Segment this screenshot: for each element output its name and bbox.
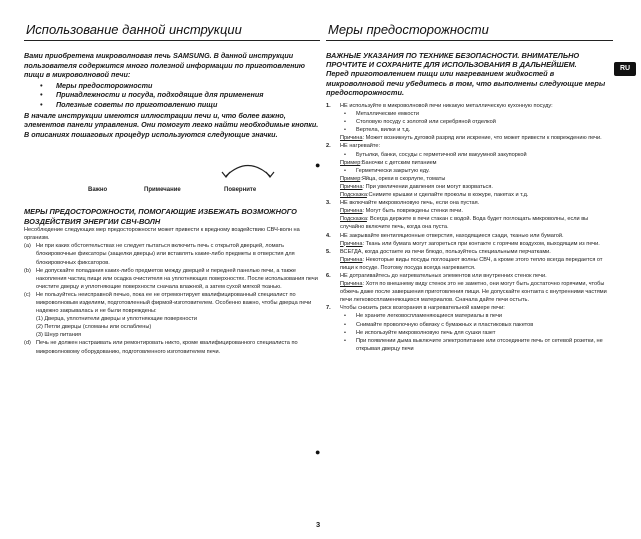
rotate-arc-icon (218, 159, 278, 179)
language-badge: RU (614, 62, 636, 76)
list-item: 4. НЕ закрывайте вентиляционные отверстия, находящиеся сзади, тканью или бумагой. Причина: Ткань или бумага могут загореться при контакте с горячим воздухом, выходящим из печи. (326, 232, 600, 247)
intro-bullets (24, 81, 320, 110)
warning-heading: ВАЖНЫЕ УКАЗАНИЯ ПО ТЕХНИКЕ БЕЗОПАСНОСТИ. ВНИМАТЕЛЬНО ПРОЧТИТЕ И СОХРАНИТЕ ДЛЯ ИСПОЛЬЗОВАНИЯ В ДАЛЬНЕЙШЕМ. (326, 51, 580, 70)
list-item: (b) Не допускайте попадания каких-либо предметов между дверцей и передней панелью печи, а также накопления частиц пищи или осадка очистителя на уплотняющих поверхностях. После использования печи очистите дверцу и уплотняющие поверхности сначала влажной, а затем сухой мягкой тканью. (24, 267, 318, 290)
right-section-title: Меры предосторожности (326, 22, 613, 41)
legend-important: Важно (88, 187, 108, 194)
left-column (24, 22, 320, 356)
list-item: 3. НЕ включайте микроволновую печь, если она пустая. Причина: Могут быть повреждены стенки печи. Подсказка: Всегда держите в печи стакан с водой. Вода будет поглощать микроволны, если вы случайно включите печь, когда она пуста. (326, 200, 589, 231)
icon-legend (24, 159, 320, 199)
warning-subheading: Перед приготовлением пищи или нагреванием жидкостей в микроволновой печи убедитесь в том, что выполнены следующие меры предосторожности. (326, 69, 606, 97)
left-section-title: Использование данной инструкции (24, 22, 320, 41)
intro-text: Вами приобретена микроволновая печь SAMSUNG. В данной инструкции пользователя содержится много полезной информации по приготовлению пищи в микроволновой печи: (24, 51, 306, 80)
list-item: (3) Шнур питания (36, 332, 82, 339)
intro-para2: В начале инструкции имеются иллюстрации печи и, что более важно, элементов панели управления. Они помогут легко найти необходимые кнопки. (24, 110, 319, 130)
list-item: (1) Дверца, уплотнители дверцы и уплотняющие поверхности (36, 316, 197, 323)
list-item: 2. НЕ нагревайте: • Бутылки, банки, сосуды с герметичной или вакуумной закупоркой Пример:Баночки с детским питанием • Герметически закрытую еду. Пример:Яйца, орехи в скорлупе, томаты Причина: При увеличении давления они могут взорваться. Подсказка:Снимите крышки и сделайте проколы в кожуре, пакетах и т.д. (326, 142, 613, 199)
list-item: (d) Печь не должен настраивать или ремонтировать никто, кроме квалифицированного специалиста по микроволновому оборудованию, подготовленного изготовителем печи. (24, 340, 298, 355)
margin-dot-icon: ● (315, 160, 321, 170)
list-item: (2) Петли дверцы (сломаны или ослаблены) (36, 324, 152, 331)
intro-bullet: • Полезные советы по приготовлению пищи (38, 100, 320, 110)
legend-note: Примечание (144, 187, 181, 194)
safety-list (24, 242, 320, 355)
legend-turn: Поверните (224, 187, 257, 194)
precautions-list (326, 102, 613, 353)
intro-bullet: • Принадлежности и посуда, подходящие для применения (38, 90, 320, 100)
intro-para3: В описаниях пошаговых процедур используются следующие значки. (24, 129, 278, 139)
safety-lead: Несоблюдение следующих мер предосторожности может привести к вредному воздействию СВЧ-волн на организм. (24, 227, 300, 242)
microwave-safety-heading: МЕРЫ ПРЕДОСТОРОЖНОСТИ, ПОМОГАЮЩИЕ ИЗБЕЖАТЬ ВОЗМОЖНОГО ВОЗДЕЙСТВИЯ ЭНЕРГИИ СВЧ-ВОЛН (24, 207, 297, 226)
list-item: 7. Чтобы снизить риск возгорания в нагревательной камере печи: • Не храните легковоспламеняющиеся материалы в печи • Снимайте проволочную обвязку с бумажных и пластиковых пакетов • Не используйте микроволновую печь для сушки газет • При появлении дыма выключите электропитание или отсоедините печь от сетевой розетки, не открывая дверцу печи (326, 304, 613, 353)
list-item: 1. НЕ используйте в микроволновой печи никакую металлическую кухонную посуду: • Металлические емкости • Столовую посуду с золотой или серебряной отделкой • Вертела, вилки и т.д. Причина: Может возникнуть дуговой разряд или искрение, что может привести к повреждению печи. (326, 102, 613, 142)
page-number: 3 (316, 520, 321, 529)
list-item: 5. ВСЕГДА, когда достаете из печи блюдо, пользуйтесь специальными перчатками. Причина: Некоторые виды посуды поглощают волны СВЧ, а кроме этого тепло всегда передается от пищи к посуде. Поэтому посуда всегда нагревается. (326, 248, 603, 271)
margin-dot-icon: ● (315, 447, 321, 457)
list-item: 6. НЕ дотрагивайтесь до нагревательных элементов или внутренних стенок печи. Причина: Хотя по внешнему виду стенок это не заметно, они могут быть достаточно горячими, чтобы обжечь даже после завершения приготовления пищи. Не допускайте контакта с внутренними частями печи легковоспламеняющихся материалов. Сначала дайте печи остыть. (326, 272, 607, 304)
intro-block (24, 51, 320, 139)
right-column (326, 22, 613, 353)
list-item: (c) Не пользуйтесь неисправной печью, пока ее не отремонтирует квалифицированный специалист по микроволновым изделиям, подготовленный фирмой-изготовителем. Особенно важно, чтобы дверца печи надежно закрывалась и не были повреждены: (24, 291, 312, 315)
list-item: (a) Ни при каких обстоятельствах не следует пытаться включить печь с открытой дверцей, ломать блокировочные фиксаторы (защелки дверцы) или вставлять какие-либо предметы в отверстия для блокировочных фиксаторов. (24, 243, 295, 266)
intro-bullet: • Меры предосторожности (38, 81, 320, 91)
